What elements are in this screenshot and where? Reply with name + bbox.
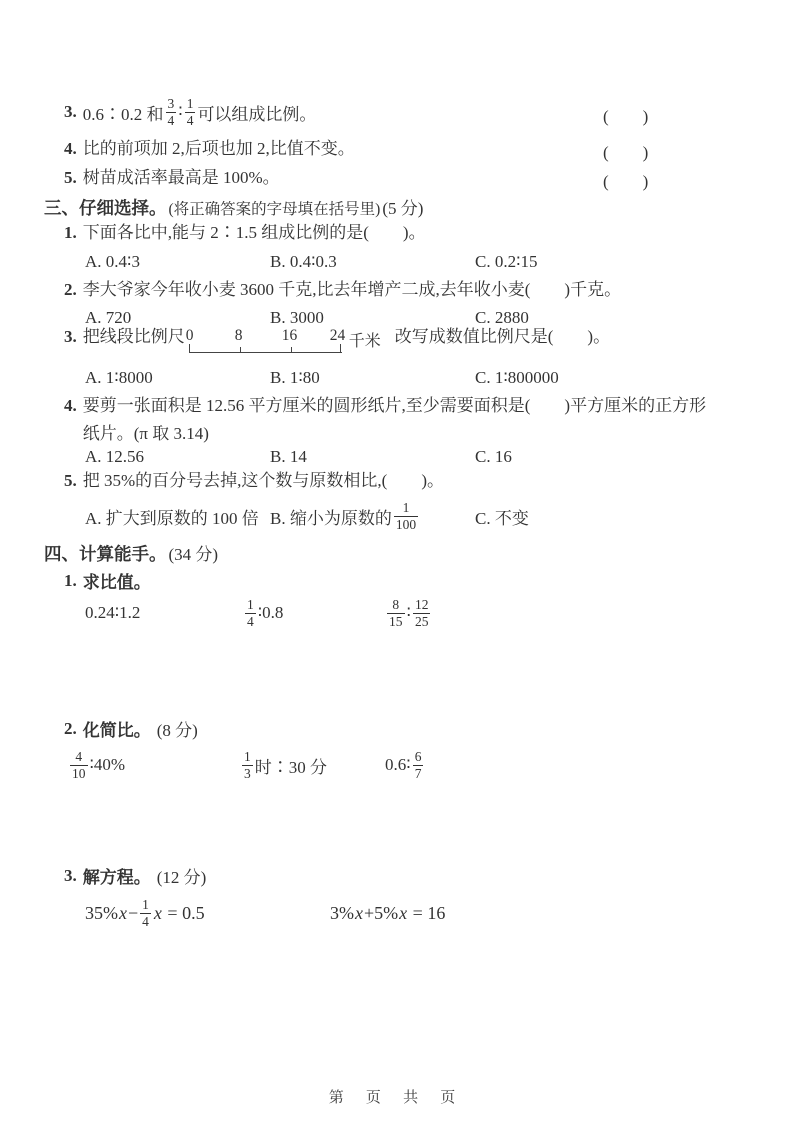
calc-part-2-exercises (0, 738, 793, 792)
math-text: ∶ (178, 102, 183, 121)
math-text: 可以组成比例。 (197, 104, 317, 124)
fraction: $\frac{1}{4}$ (247, 596, 254, 629)
exercise-expression (243, 588, 283, 638)
fraction: $\frac{1}{4}$ (142, 896, 149, 929)
question-text: 把 35%的百分号去掉,这个数与原数相比,( )。 (82, 471, 444, 490)
section-score: (34 分) (168, 545, 219, 564)
scale-tick-label: 16 (281, 327, 298, 344)
question-text: 要剪一张面积是 12.56 平方厘米的圆形纸片,至少需要面积是( )平方厘米的正方形纸片。(π 取 3.14) (82, 396, 707, 443)
exercise-expression (85, 588, 140, 638)
scale-bar-line (189, 344, 342, 353)
option-b: B. 14 (270, 447, 307, 466)
choice-q4-options (0, 444, 793, 470)
judgement-item-3 (64, 88, 316, 136)
option-a: A. 扩大到原数的 100 倍 (85, 508, 259, 528)
option-b (270, 494, 420, 538)
section-heading-choice (44, 194, 423, 220)
math-text: 0.6∶0.2 和 (82, 104, 164, 124)
math-text: 时∶30 分 (254, 757, 327, 777)
option-b: B. 3000 (270, 308, 324, 327)
math-text: 5% (374, 902, 399, 923)
section-title: 计算能手。 (79, 544, 167, 564)
option-c: C. 不变 (475, 508, 529, 528)
question-text: 比的前项加 2,后项也加 2,比值不变。 (82, 139, 355, 158)
fraction: $\frac{12}{25}$ (414, 596, 429, 629)
math-variable: x (399, 902, 408, 923)
part-score: (12 分) (156, 868, 207, 887)
math-text: 0.5 (182, 902, 205, 923)
judgement-item-4 (64, 138, 355, 160)
math-text: B. 缩小为原数的 (270, 508, 392, 528)
part-number: 3. (64, 865, 77, 885)
fraction: $\frac{6}{7}$ (414, 748, 422, 781)
option-a: A. 720 (85, 308, 132, 327)
option-c: C. 1∶800000 (475, 368, 559, 387)
page-footer-label: 第 页 共 页 (328, 1089, 465, 1106)
exercise-expression (68, 738, 125, 792)
judgement-item-5 (64, 167, 280, 189)
option-a: A. 0.4∶3 (85, 252, 140, 271)
choice-question-2 (64, 279, 621, 301)
question-text: 李大爷家今年收小麦 3600 千克,比去年增产二成,去年收小麦( )千克。 (82, 280, 622, 299)
section-number: 三、 (44, 198, 79, 218)
exercise-expression (385, 738, 425, 792)
option-a: A. 12.56 (85, 447, 145, 466)
question-number: 3. (64, 327, 77, 346)
question-text: 改写成数值比例尺是( )。 (394, 327, 611, 346)
question-number: 1. (64, 223, 77, 242)
choice-q5-options (0, 494, 793, 538)
math-text: ∶ (406, 603, 411, 622)
fraction: $\frac{4}{10}$ (72, 748, 86, 781)
calc-part-3-label (64, 863, 206, 888)
calc-part-3-exercises (0, 886, 793, 940)
choice-question-4 (64, 392, 711, 448)
math-text: 16 (427, 902, 446, 923)
answer-parentheses: ( ) (603, 172, 649, 191)
page-footer (0, 1086, 793, 1107)
part-number: 1. (64, 570, 77, 590)
equation (85, 886, 205, 940)
calc-part-1-exercises (0, 588, 793, 638)
option-c: C. 2880 (475, 308, 529, 327)
section-score: (5 分) (382, 199, 424, 218)
math-text: − (128, 902, 139, 923)
math-text: 0.6∶ (385, 755, 411, 774)
question-text: 把线段比例尺 (82, 327, 185, 346)
option-b: B. 0.4∶0.3 (270, 252, 337, 271)
choice-q1-options (0, 249, 793, 275)
question-number: 5. (64, 471, 77, 490)
scale-tick-label: 0 (185, 327, 194, 344)
fraction: $\frac{3}{4}$ (167, 95, 175, 128)
answer-parentheses: ( ) (603, 107, 649, 126)
question-number: 2. (64, 280, 77, 299)
choice-question-1 (64, 222, 426, 244)
question-text: 树苗成活率最高是 100%。 (82, 168, 280, 187)
math-text: = (162, 902, 183, 923)
map-scale-bar (185, 327, 389, 355)
math-text: + (364, 902, 375, 923)
exercise-expression (240, 738, 327, 792)
equation (330, 886, 445, 940)
question-number: 4. (64, 396, 77, 415)
math-text: = (408, 902, 428, 923)
section-number: 四、 (44, 544, 79, 564)
math-variable: x (355, 902, 363, 923)
question-number: 4. (64, 139, 77, 158)
answer-parentheses: ( ) (603, 143, 649, 162)
option-a: A. 1∶8000 (85, 368, 153, 387)
part-title: 求比值。 (82, 573, 151, 592)
section-title: 仔细选择。 (79, 198, 167, 218)
section-heading-calc (44, 540, 218, 566)
choice-question-3 (64, 327, 610, 355)
option-c: C. 16 (475, 447, 512, 466)
fraction: $\frac{8}{15}$ (389, 596, 403, 629)
scale-unit-label: 千米 (348, 333, 381, 350)
math-text: 35% (85, 902, 118, 923)
scale-tick-label: 24 (329, 327, 346, 344)
question-text (83, 97, 317, 128)
fraction: $\frac{1}{100}$ (395, 499, 417, 532)
section-note: (将正确答案的字母填在括号里) (168, 201, 381, 218)
option-b: B. 1∶80 (270, 368, 320, 387)
option-c: C. 0.2∶15 (475, 252, 538, 271)
math-text: ∶0.8 (257, 603, 284, 622)
choice-question-5 (64, 470, 444, 492)
scale-tick-label: 8 (234, 327, 243, 344)
fraction: $\frac{1}{4}$ (186, 95, 194, 128)
part-number: 2. (64, 718, 77, 738)
exercise-expression (385, 588, 432, 638)
math-text: 3% (330, 902, 354, 923)
math-text: ∶40% (89, 755, 126, 774)
math-text: 0.24∶1.2 (85, 603, 141, 622)
part-score: (8 分) (156, 721, 198, 740)
part-title: 解方程。 (82, 868, 151, 887)
question-number: 5. (64, 168, 77, 187)
fraction: $\frac{1}{3}$ (244, 748, 251, 781)
question-text: 下面各比中,能与 2∶1.5 组成比例的是( )。 (82, 223, 426, 242)
question-number: 3. (64, 102, 77, 121)
part-title: 化简比。 (82, 721, 151, 740)
choice-q3-options (0, 365, 793, 391)
math-variable: x (119, 902, 127, 923)
math-variable: x (153, 902, 162, 923)
